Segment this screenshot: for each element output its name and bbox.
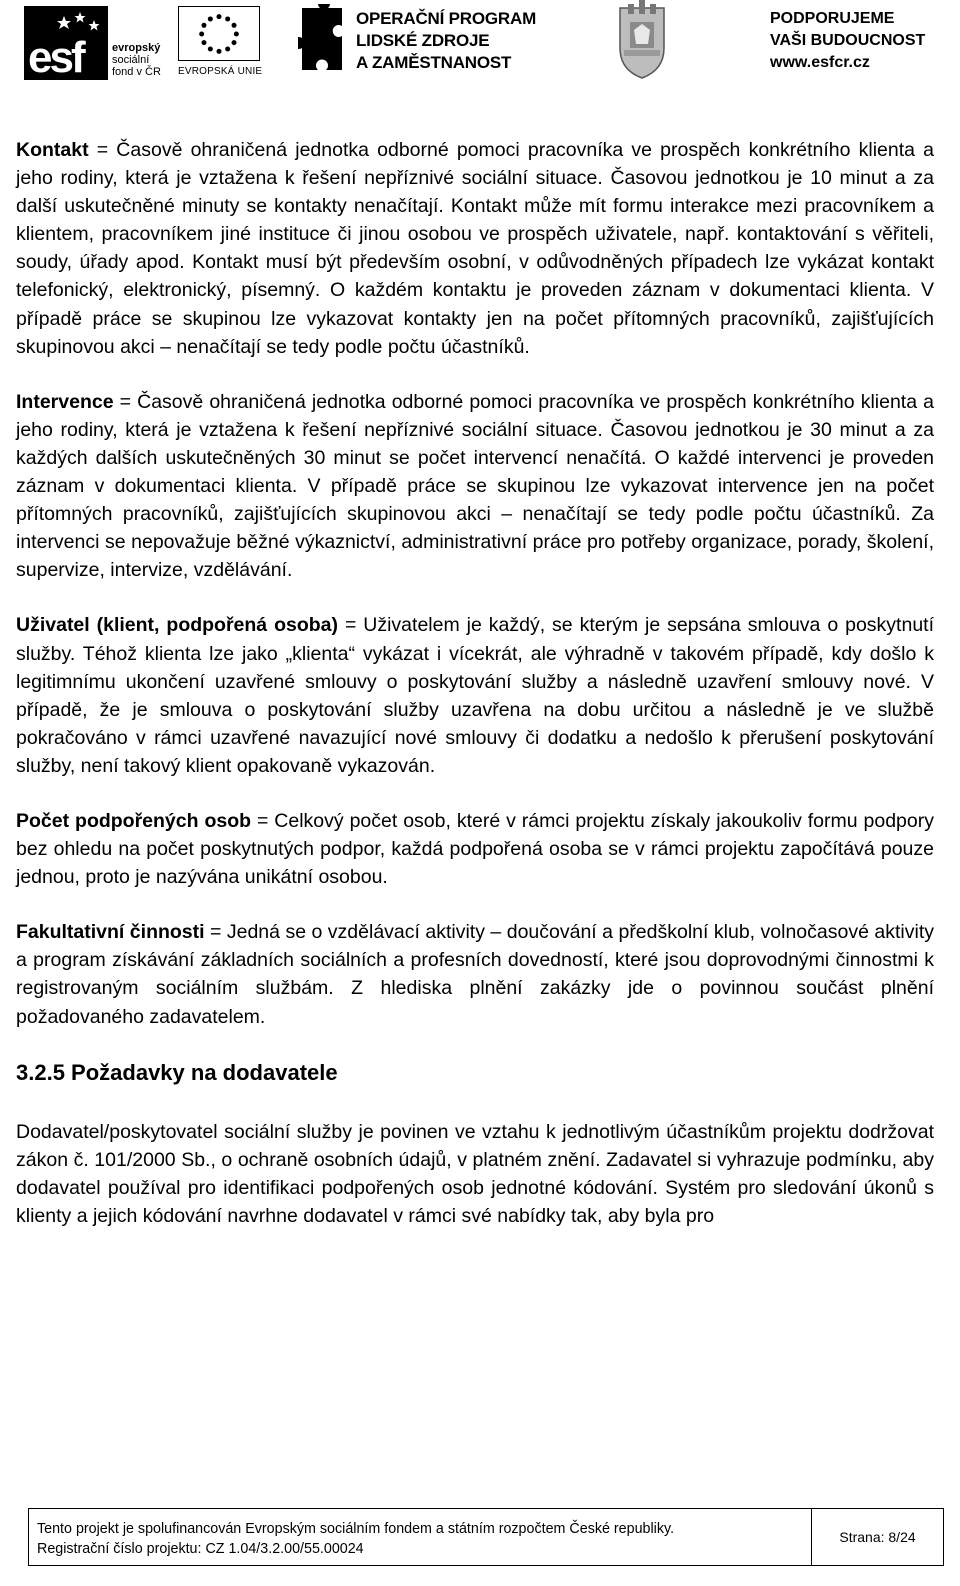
eu-flag-icon [178,6,260,61]
definition-term: Intervence [16,390,114,413]
op-logo [298,2,558,82]
svg-text:esf: esf [28,33,83,80]
definition-paragraph [16,918,934,1030]
definition-text: = Jedná se o vzdělávací aktivity – doučování a předškolní klub, volnočasové aktivity a program získávání základních sociálních a profesních dovedností, které jsou doprovodnými činnostmi k registrovaným sociálním službám. Z hlediska plnění zakázky jde o povinnou součást plnění požadovaného zadavatelem. [16,921,934,1028]
definition-term: Uživatel (klient, podpořená osoba) [16,614,339,637]
definition-text: = Časově ohraničená jednotka odborné pomoci pracovníka ve prospěch konkrétního klienta a jeho rodiny, která je vztažena k řešení nepříznivé sociální situace. Časovou jednotkou je 10 minut a za další uskutečněné minuty se kontakty nenačítají. Kontakt může mít formu interakce mezi pracovníkem a klientem, pracovníkem jiné instituce či jinou osobou ve prospěch uživatele, např. kontaktování s věřiteli, soudy, úřady apod. Kontakt musí být především osobní, v odůvodněných případech lze vykázat kontakt telefonický, elektronický, písemný. O každém kontaktu je proveden záznam v dokumentaci klienta. V případě práce se skupinou lze vykazovat kontakty jen na počet přítomných pracovníků, zajišťujících skupinovou akci – nenačítají se tedy podle počtu účastníků. [16,139,934,358]
puzzle-icon [298,4,346,74]
op-label-line3: A ZAMĚSTNANOST [356,53,512,72]
definition-text: = Celkový počet osob, které v rámci projektu získaly jakoukoliv formu podpory bez ohledu na počet poskytnutých podpor, každá podpořená osoba se v rámci projektu započítává pouze jednou, proto je nazývána unikátní osobou. [16,809,934,889]
slogan-line1: PODPORUJEME [770,10,895,27]
definition-paragraph [16,136,934,361]
esf-mark-icon [24,6,108,80]
op-label-line1: OPERAČNÍ PROGRAM [356,9,537,28]
footer-registration-number: Registrační číslo projektu: CZ 1.04/3.2.00/55.00024 [37,1541,364,1557]
definition-term: Fakultativní činnosti [16,921,205,944]
definition-text: = Časově ohraničená jednotka odborné pomoci pracovníka ve prospěch konkrétního klienta a jeho rodiny, která je vztažena k řešení nepříznivé sociální situace. Časovou jednotkou je 30 minut a za každých dalších uskutečněných 30 minut se počet intervencí nenačítá. O každé intervenci je proveden záznam v dokumentaci klienta. V případě práce se skupinou lze vykazovat intervence jen na počet přítomných pracovníků, zajišťujících skupinovou akci – nenačítají se tedy podle počtu účastníků. Za intervenci se nepovažuje běžné výkaznictví, administrativní práce pro potřeby organizace, porady, školení, supervize, intervize, vzdělávání. [16,390,934,582]
page-number: Strana: 8/24 [811,1509,943,1565]
esf-label-line1: evropský [112,42,161,54]
esf-label-line3: fond v ČR [112,66,161,78]
definition-term: Počet podpořených osob [16,809,252,832]
definition-paragraph [16,388,934,585]
footer-funding-note: Tento projekt je spolufinancován Evropským sociálním fondem a státním rozpočtem České republiky. [37,1521,675,1537]
definition-paragraph [16,807,934,891]
slogan-line2: VAŠI BUDOUCNOST [770,32,926,49]
eu-label: EVROPSKÁ UNIE [178,66,263,77]
esf-label-line2: sociální [112,54,150,66]
page-footer [28,1508,944,1566]
section-heading: 3.2.5 Požadavky na dodavatele [16,1059,338,1085]
section-paragraph: Dodavatel/poskytovatel sociální služby je povinen ve vztahu k jednotlivým účastníkům projektu dodržovat zákon č. 101/2000 Sb., o ochraně osobních údajů, v platném znění. Zadavatel si vyhrazuje podmínku, aby dodavatel používal pro identifikaci podpořených osob jednotné kódování. Systém pro sledování úkonů s klienty a jejich kódování navrhne dodavatel v rámci své nabídky tak, aby byla pro [16,1120,934,1227]
esf-logo [24,6,174,80]
logo-header [0,0,960,84]
definition-text: = Uživatelem je každý, se kterým je sepsána smlouva o poskytnutí služby. Téhož klienta lze jako „klienta“ vykázat i vícekrát, ale výhradně v takovém případě, kdy došlo k legitimnímu ukončení uzavřené smlouvy o poskytování služby a následně uzavření smlouvy nové. V případě, že je smlouva o poskytování služby uzavřena na dobu určitou a následně je ve službě pokračováno v rámci uzavřené navazující nové smlouvy či dodatku a nedošlo k přerušení poskytování služby, není takový klient opakovaně vykazován. [16,614,934,777]
definition-paragraph [16,611,934,780]
document-body [16,136,934,1257]
definition-term: Kontakt [16,139,89,161]
city-crest-icon [614,0,670,80]
eu-logo [178,6,263,80]
op-label-line2: LIDSKÉ ZDROJE [356,31,490,50]
slogan-url[interactable]: www.esfcr.cz [770,54,870,71]
